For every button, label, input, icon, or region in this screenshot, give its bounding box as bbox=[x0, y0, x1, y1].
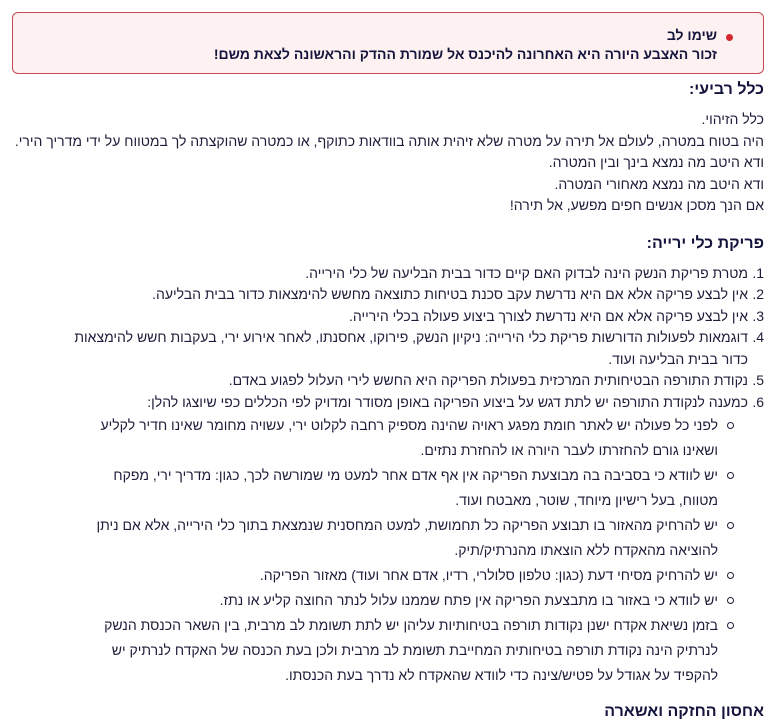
circle-bullet-icon bbox=[727, 522, 734, 529]
sub-text: מטווח, בעל רישיון מיוחד, שוטר, מאבטח ועוד. bbox=[455, 492, 718, 508]
rule4-paragraph: כלל הזיהוי. bbox=[701, 111, 764, 127]
disassembly-steps bbox=[10, 263, 764, 689]
sub-text: להקפיד על אגודל על פטיש/צינה כדי לוודא שהאקדח לא נדרך בעת הכנסתו. bbox=[285, 667, 718, 683]
rule4-paragraphs bbox=[10, 109, 764, 217]
step-number: 5. bbox=[752, 372, 764, 388]
dot-icon bbox=[726, 34, 733, 41]
rule4-paragraph: ודא היטב מה נמצא בינך ובין המטרה. bbox=[548, 154, 764, 170]
sub-item bbox=[10, 463, 748, 513]
step-item bbox=[10, 327, 764, 370]
step-text: אין לבצע פריקה אלא אם היא נדרשת לצורך ביצוע פעולה בכלי הירייה. bbox=[348, 307, 748, 324]
sub-text: יש להרחיק מהאזור בו תבוצע הפריקה כל תחמושת, למעט המחסנית שנמצאת בתוך כלי הירייה, אלא אם ניתן bbox=[96, 517, 718, 533]
circle-bullet-icon bbox=[727, 622, 734, 629]
step-number: 3. bbox=[752, 307, 764, 324]
sub-item bbox=[10, 413, 748, 463]
step-item bbox=[10, 284, 764, 306]
step-number: 2. bbox=[752, 286, 764, 302]
circle-bullet-icon bbox=[727, 572, 734, 579]
sub-item bbox=[10, 613, 748, 688]
sub-text: לפני כל פעולה יש לאתר חומת מפגע ראויה שהינה מספיק רחבה לקלוט ירי, עשויה מחומר שאינו חדיר לקליע bbox=[100, 417, 718, 433]
sub-text: יש לוודא כי באזור בו מתבצעת הפריקה אין פתח שממנו עלול לנתר החוצה קליע או נתז. bbox=[219, 592, 718, 608]
notice-message: זכור האצבע היורה היא האחרונה להיכנס אל שמורת ההדק והראשונה לצאת משם! bbox=[213, 46, 717, 62]
step-text: אין לבצע פריקה אלא אם היא נדרשת עקב סכנת בטיחות כתוצאה מחשש להימצאות כדור בבית הבליעה. bbox=[152, 286, 748, 302]
disassembly-heading: פריקת כלי ירייה: bbox=[646, 234, 764, 252]
circle-bullet-icon bbox=[727, 597, 734, 604]
step-number: 4. bbox=[752, 329, 764, 345]
step-item bbox=[10, 306, 764, 328]
step-text: נקודת התורפה הבטיחותית המרכזית בפעולת הפריקה היא החשש לירי העלול לפגוע באדם. bbox=[228, 372, 748, 388]
sub-item bbox=[10, 563, 748, 588]
article-content bbox=[10, 78, 764, 722]
step-item bbox=[10, 263, 764, 285]
sub-text: להוציאה מהאקדח ללא הוצאתו מהנרתיק/תיק. bbox=[454, 542, 718, 558]
circle-bullet-icon bbox=[727, 422, 734, 429]
rules-sublist bbox=[10, 413, 748, 688]
sub-item bbox=[10, 588, 748, 613]
step-number: 1. bbox=[752, 264, 764, 281]
step-item bbox=[10, 370, 764, 392]
rule4-paragraph: אם הנך מסכן אנשים חפים מפשע, אל תירה! bbox=[509, 197, 764, 213]
rule4-paragraph: היה בטוח במטרה, לעולם אל תירה על מטרה שלא זיהית אותה בוודאות כתוקף, או כמטרה שהוקצתה לך במטווח על ידי מדריך הירי. bbox=[14, 132, 764, 149]
sub-text: יש לוודא כי בסביבה בה מבוצעת הפריקה אין אף אדם אחר למעט מי שמורשה לכך, כגון: מדריך ירי, מפקח bbox=[113, 467, 718, 483]
notice-title: שימו לב bbox=[666, 27, 717, 43]
sub-text: יש להרחיק מסיחי דעת (כגון: טלפון סלולרי, רדיו, אדם אחר ועוד) מאזור הפריקה. bbox=[259, 567, 718, 583]
rule4-paragraph: ודא היטב מה נמצא מאחורי המטרה. bbox=[554, 175, 764, 192]
step-text: דוגמאות לפעולות הדורשות פריקת כלי הירייה: ניקיון הנשק, פירוקו, אחסנתו, לאחר אירוע ירי, בעקבות חשש להימצאות bbox=[74, 329, 748, 345]
safety-notice bbox=[12, 12, 764, 74]
step-text: כמענה לנקודת התורפה יש לתת דגש על ביצוע הפריקה באופן מסודר ומדויק לפי הכללים כפי שיוצגו להלן: bbox=[147, 393, 748, 410]
circle-bullet-icon bbox=[727, 472, 734, 479]
next-section-heading: אחסון החזקה ואשארה bbox=[604, 703, 764, 720]
step-item bbox=[10, 392, 764, 689]
step-text: כדור בבית הבליעה ועוד. bbox=[608, 350, 748, 367]
sub-text: לנרתיק הינה נקודת תורפה בטיחותית המחייבת תשומת לב מרבית ולכן בעת הכנסה של האקדח לנרתיק יש bbox=[111, 642, 718, 658]
sub-item bbox=[10, 513, 748, 563]
rule4-heading: כלל רביעי: bbox=[689, 81, 764, 98]
step-number: 6. bbox=[752, 393, 764, 410]
step-text: מטרת פריקת הנשק הינה לבדוק האם קיים כדור בבית הבליעה של כלי הירייה. bbox=[305, 264, 748, 281]
sub-text: בזמן נשיאת אקדח ישנן נקודות תורפה בטיחותיות עליהן יש לתת תשומת לב מרבית, בין השאר הכנסת הנשק bbox=[104, 617, 718, 633]
sub-text: ושאינו גורם להחזרתו לעבר היורה או להחזרת נתזים. bbox=[420, 442, 718, 458]
